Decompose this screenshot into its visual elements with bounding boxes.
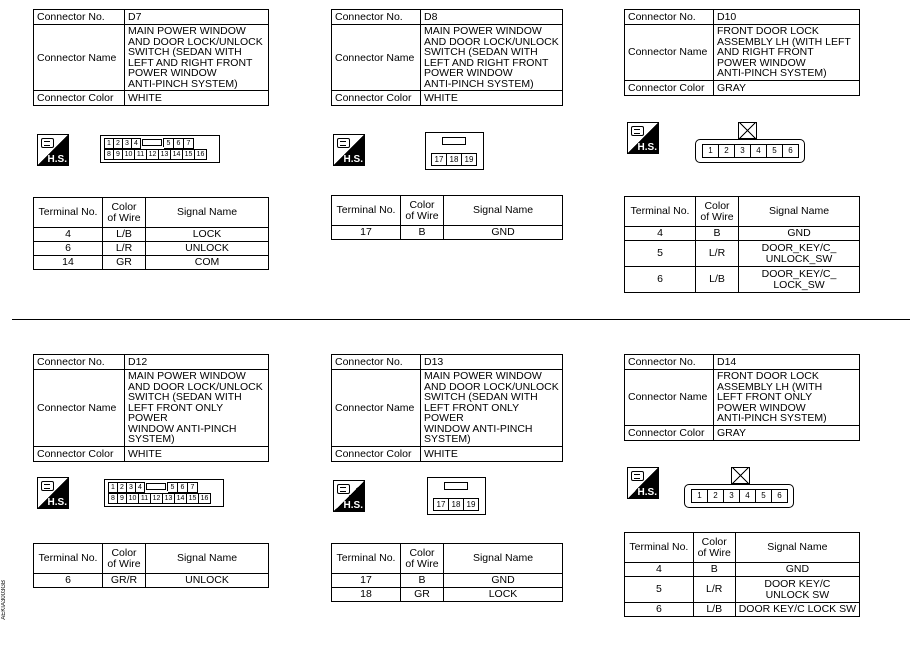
- table-row: 6 GR/R UNLOCK: [34, 574, 269, 588]
- table-row: 14 GR COM: [34, 256, 269, 270]
- connector-no-label: Connector No.: [332, 355, 421, 370]
- connector-color-value: GRAY: [714, 425, 860, 440]
- connector-color-value: GRAY: [714, 80, 860, 95]
- connector-name-value: FRONT DOOR LOCK ASSEMBLY LH (WITH LEFT FRONT ONLY POWER WINDOW ANTI-PINCH SYSTEM): [714, 370, 860, 426]
- signal-name-header: Signal Name: [146, 198, 269, 228]
- table-row: 17 B GND: [332, 574, 563, 588]
- terminal-no-header: Terminal No.: [332, 196, 401, 226]
- terminal-table-d13: [331, 543, 563, 602]
- harness-side-icon: H.S.: [333, 134, 365, 166]
- connector-no-value: D7: [125, 10, 269, 25]
- section-divider: [12, 319, 910, 320]
- table-row: 5 L/R DOOR KEY/C UNLOCK SW: [625, 577, 860, 603]
- connector-no-label: Connector No.: [34, 355, 125, 370]
- harness-side-icon: H.S.: [627, 467, 659, 499]
- terminal-no-header: Terminal No.: [625, 533, 694, 563]
- connector-color-value: WHITE: [125, 91, 269, 106]
- connector-no-label: Connector No.: [34, 10, 125, 25]
- signal-name-header: Signal Name: [739, 197, 860, 227]
- terminal-table-d10: [624, 196, 860, 293]
- connector-d14-info: [624, 354, 860, 441]
- connector-no-value: D13: [421, 355, 563, 370]
- connector-name-value: MAIN POWER WINDOW AND DOOR LOCK/UNLOCK SWITCH (SEDAN WITH LEFT AND RIGHT FRONT POWER WINDOW ANTI-PINCH SYSTEM): [125, 25, 269, 91]
- connector-d8-face: 17 18 19: [425, 132, 484, 170]
- connector-color-value: WHITE: [421, 446, 563, 461]
- connector-d8-info: [331, 9, 563, 106]
- figure-code: AEKIA3003GB: [1, 580, 7, 620]
- pin-row-top: 1 2 3 4 5 6 7: [108, 482, 198, 493]
- harness-side-icon: H.S.: [37, 477, 69, 509]
- terminal-table-d8: [331, 195, 563, 240]
- connector-d7-face: [100, 135, 220, 163]
- wire-color-header: Color of Wire: [103, 544, 146, 574]
- connector-name-label: Connector Name: [34, 370, 125, 447]
- connector-name-label: Connector Name: [332, 25, 421, 91]
- pin-row-top: 1 2 3 4 5 6 7: [104, 138, 194, 149]
- table-row: 17 B GND: [332, 226, 563, 240]
- terminal-no-header: Terminal No.: [34, 544, 103, 574]
- connector-color-label: Connector Color: [34, 91, 125, 106]
- table-row: 6 L/B DOOR_KEY/C_ LOCK_SW: [625, 267, 860, 293]
- table-row: 6 L/B DOOR KEY/C LOCK SW: [625, 603, 860, 617]
- terminal-table-d12: [33, 543, 269, 588]
- connector-name-label: Connector Name: [625, 25, 714, 81]
- signal-name-header: Signal Name: [444, 544, 563, 574]
- connector-d12-face: [104, 479, 224, 507]
- table-row: 4 B GND: [625, 227, 860, 241]
- connector-name-value: MAIN POWER WINDOW AND DOOR LOCK/UNLOCK SWITCH (SEDAN WITH LEFT AND RIGHT FRONT POWER WINDOW ANTI-PINCH SYSTEM): [421, 25, 563, 91]
- connector-no-value: D8: [421, 10, 563, 25]
- terminal-table-d14: [624, 532, 860, 617]
- table-row: 4 B GND: [625, 563, 860, 577]
- connector-name-value: FRONT DOOR LOCK ASSEMBLY LH (WITH LEFT AND RIGHT FRONT POWER WINDOW ANTI-PINCH SYSTEM): [714, 25, 860, 81]
- connector-color-value: WHITE: [125, 446, 269, 461]
- table-row: 6 L/R UNLOCK: [34, 242, 269, 256]
- table-row: 18 GR LOCK: [332, 588, 563, 602]
- terminal-no-header: Terminal No.: [34, 198, 103, 228]
- connector-color-label: Connector Color: [34, 446, 125, 461]
- connector-name-value: MAIN POWER WINDOW AND DOOR LOCK/UNLOCK SWITCH (SEDAN WITH LEFT FRONT ONLY POWER WINDOW ANTI-PINCH SYSTEM): [125, 370, 269, 447]
- connector-no-value: D14: [714, 355, 860, 370]
- connector-color-label: Connector Color: [332, 446, 421, 461]
- connector-color-label: Connector Color: [625, 80, 714, 95]
- connector-color-value: WHITE: [421, 91, 563, 106]
- table-row: 5 L/R DOOR_KEY/C_ UNLOCK_SW: [625, 241, 860, 267]
- connector-d12-info: [33, 354, 269, 462]
- pin-row-bottom: 8 9 10 11 12 13 14 15 16: [104, 149, 207, 160]
- harness-side-icon: H.S.: [333, 480, 365, 512]
- connector-name-label: Connector Name: [625, 370, 714, 426]
- connector-no-label: Connector No.: [332, 10, 421, 25]
- connector-name-label: Connector Name: [34, 25, 125, 91]
- connector-no-value: D10: [714, 10, 860, 25]
- harness-side-icon: H.S.: [37, 134, 69, 166]
- connector-d13-info: [331, 354, 563, 462]
- signal-name-header: Signal Name: [735, 533, 859, 563]
- connector-color-label: Connector Color: [332, 91, 421, 106]
- table-row: 4 L/B LOCK: [34, 228, 269, 242]
- wire-color-header: Color of Wire: [693, 533, 735, 563]
- harness-side-icon: H.S.: [627, 122, 659, 154]
- pin-row-bottom: 8 9 10 11 12 13 14 15 16: [108, 493, 211, 504]
- signal-name-header: Signal Name: [146, 544, 269, 574]
- terminal-no-header: Terminal No.: [625, 197, 696, 227]
- signal-name-header: Signal Name: [444, 196, 563, 226]
- connector-color-label: Connector Color: [625, 425, 714, 440]
- terminal-table-d7: [33, 197, 269, 270]
- connector-name-value: MAIN POWER WINDOW AND DOOR LOCK/UNLOCK SWITCH (SEDAN WITH LEFT FRONT ONLY POWER WINDOW ANTI-PINCH SYSTEM): [421, 370, 563, 447]
- connector-no-label: Connector No.: [625, 355, 714, 370]
- wire-color-header: Color of Wire: [401, 544, 444, 574]
- connector-d13-face: 17 18 19: [427, 477, 486, 515]
- connector-d7-info: [33, 9, 269, 106]
- connector-name-label: Connector Name: [332, 370, 421, 447]
- terminal-no-header: Terminal No.: [332, 544, 401, 574]
- connector-no-label: Connector No.: [625, 10, 714, 25]
- wire-color-header: Color of Wire: [401, 196, 444, 226]
- connector-no-value: D12: [125, 355, 269, 370]
- connector-d10-info: [624, 9, 860, 96]
- wire-color-header: Color of Wire: [696, 197, 739, 227]
- wire-color-header: Color of Wire: [103, 198, 146, 228]
